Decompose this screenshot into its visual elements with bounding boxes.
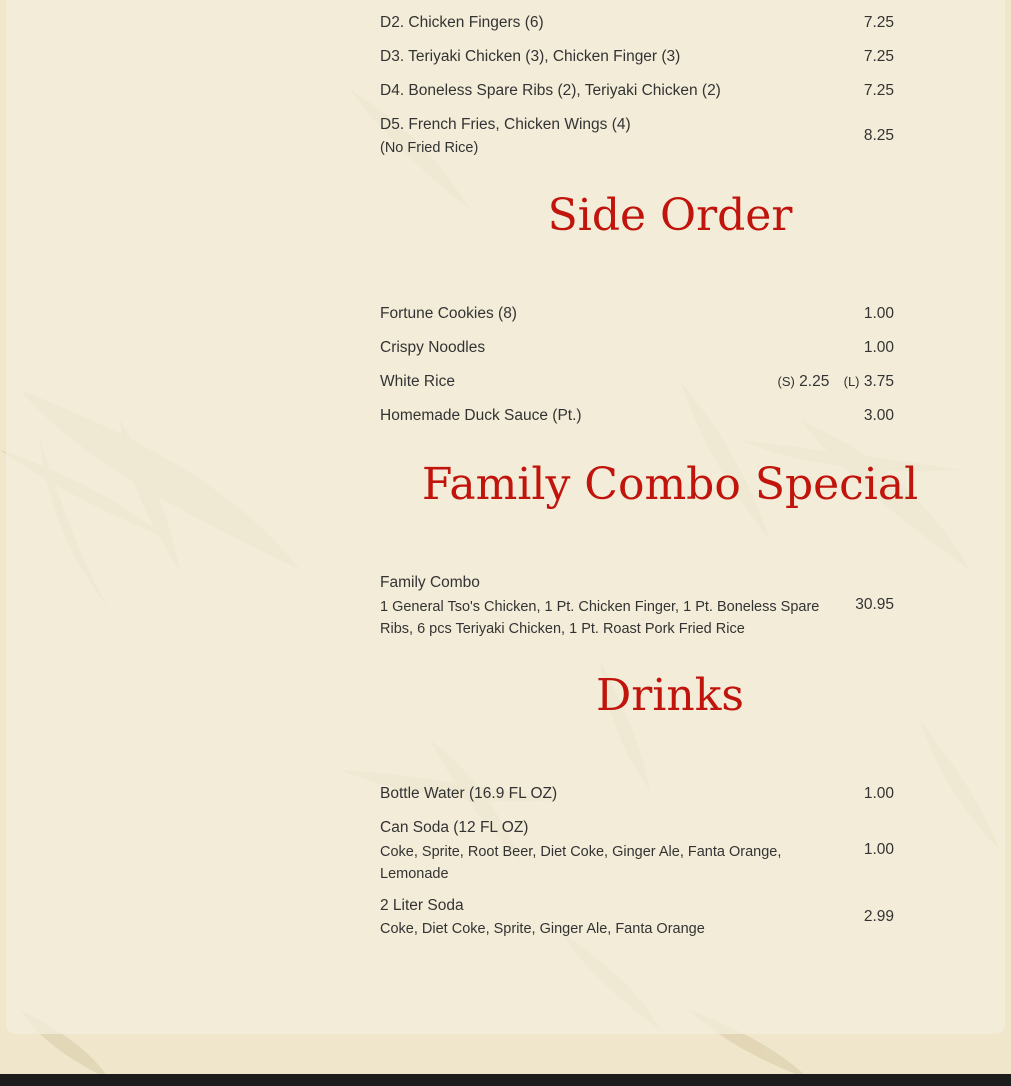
item-name: Crispy Noodles xyxy=(380,339,486,356)
menu-item xyxy=(380,116,894,159)
menu-item xyxy=(380,574,894,640)
item-name: White Rice xyxy=(380,373,455,390)
item-price: 7.25 xyxy=(863,14,894,31)
large-price: 3.75 xyxy=(863,373,894,390)
item-name: D2. Chicken Fingers (6) xyxy=(380,14,544,31)
item-price: 30.95 xyxy=(855,596,894,613)
item-description: Coke, Diet Coke, Sprite, Ginger Ale, Fanta Orange xyxy=(380,921,705,937)
menu-item xyxy=(380,373,894,391)
footer-bar xyxy=(0,1074,1011,1086)
item-name: D3. Teriyaki Chicken (3), Chicken Finger (3) xyxy=(380,48,681,65)
item-price: 1.00 xyxy=(863,785,894,802)
menu-item xyxy=(380,339,894,357)
item-price: 1.00 xyxy=(863,339,894,356)
item-name: Fortune Cookies (8) xyxy=(380,305,517,322)
item-name: 2 Liter Soda xyxy=(380,897,464,914)
item-description: 1 General Tso's Chicken, 1 Pt. Chicken Finger, 1 Pt. Boneless Spare Ribs, 6 pcs Teriyaki Chicken, 1 Pt. Roast Pork Fried Rice xyxy=(380,599,820,637)
item-price: 3.00 xyxy=(863,407,894,424)
item-price-sizes xyxy=(777,373,894,391)
menu-item xyxy=(380,407,894,425)
menu-item xyxy=(380,897,894,940)
menu-item xyxy=(380,305,894,323)
section-heading-side-order: Side Order xyxy=(547,190,793,241)
item-name: D4. Boneless Spare Ribs (2), Teriyaki Chicken (2) xyxy=(380,82,721,99)
item-name: Can Soda (12 FL OZ) xyxy=(380,819,529,836)
item-name: Homemade Duck Sauce (Pt.) xyxy=(380,407,582,424)
size-label-small: (S) xyxy=(777,374,795,389)
item-price: 1.00 xyxy=(863,305,894,322)
item-description: Coke, Sprite, Root Beer, Diet Coke, Ginger Ale, Fanta Orange, Lemonade xyxy=(380,844,782,882)
size-label-large: (L) xyxy=(843,374,860,389)
menu-item xyxy=(380,819,894,885)
menu-item xyxy=(380,785,894,803)
item-price: 2.99 xyxy=(863,908,894,925)
item-price: 1.00 xyxy=(863,841,894,858)
item-price: 8.25 xyxy=(863,127,894,144)
item-price: 7.25 xyxy=(863,48,894,65)
menu-item xyxy=(380,14,894,32)
menu-item xyxy=(380,82,894,100)
item-note: (No Fried Rice) xyxy=(380,140,479,156)
menu-item xyxy=(380,48,894,66)
small-price: 2.25 xyxy=(799,373,830,390)
item-name: Bottle Water (16.9 FL OZ) xyxy=(380,785,558,802)
section-heading-drinks: Drinks xyxy=(596,670,744,721)
item-price: 7.25 xyxy=(863,82,894,99)
section-heading-family-combo: Family Combo Special xyxy=(421,459,919,510)
item-name: Family Combo xyxy=(380,574,480,591)
item-name: D5. French Fries, Chicken Wings (4) xyxy=(380,116,631,133)
